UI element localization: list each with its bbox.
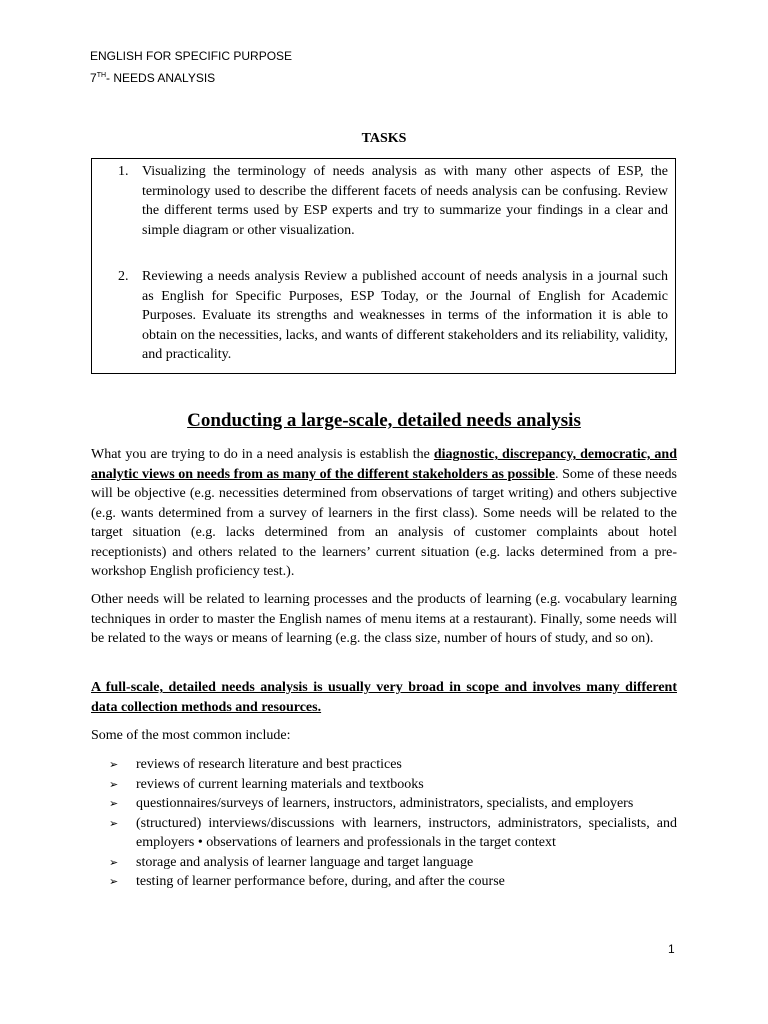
header-course-title: ENGLISH FOR SPECIFIC PURPOSE <box>90 49 293 63</box>
page-header <box>90 47 292 88</box>
task-number: 1. <box>118 164 129 179</box>
arrow-bullet-icon: ➢ <box>109 816 119 830</box>
task-text: Reviewing a needs analysis Review a published account of needs analysis in a journal such as English for Specific Purposes, ESP Today, or the Journal of English for Academic Purposes. Evaluate its strengths and weaknesses in terms of the information it is able to obtain on the necessities, lacks, and wants of different stakeholders and its reliability, validity, and practicality. <box>142 269 668 362</box>
tasks-box <box>91 158 676 374</box>
page-number: 1 <box>668 942 675 956</box>
paragraph-learning-needs: Other needs will be related to learning processes and the products of learning (e.g. vocabulary learning techniques in order to master the English names of menu items at a restaurant). Finally, some needs will be related to the ways or means of learning (e.g. the class size, number of hours of study, and so on). <box>91 592 677 646</box>
arrow-bullet-icon: ➢ <box>109 797 119 810</box>
methods-list <box>91 755 677 892</box>
list-item: ➢ (structured) interviews/discussions with learners, instructors, administrators, specialists, and employers • observations of learners and professionals in the target context <box>109 815 677 850</box>
list-item: ➢ questionnaires/surveys of learners, instructors, administrators, specialists, and employers <box>91 794 677 814</box>
header-lesson-title: 7TH- NEEDS ANALYSIS <box>90 71 216 85</box>
arrow-bullet-icon: ➢ <box>109 758 119 771</box>
task-item <box>118 267 668 365</box>
task-item <box>118 162 668 240</box>
section-title: Conducting a large-scale, detailed needs analysis <box>187 410 581 431</box>
emphasis-text: diagnostic, discrepancy, democratic, and analytic views on needs from as many of the different stakeholders as possible <box>91 447 677 482</box>
paragraph-full-scale: A full-scale, detailed needs analysis is usually very broad in scope and involves many different data collection methods and resources. <box>91 680 677 715</box>
arrow-bullet-icon: ➢ <box>109 855 119 869</box>
list-item: ➢ testing of learner performance before, during, and after the course <box>91 872 677 892</box>
tasks-title: TASKS <box>361 131 407 146</box>
list-item: ➢ storage and analysis of learner language and target language <box>91 853 677 873</box>
arrow-bullet-icon: ➢ <box>109 875 119 888</box>
list-item: ➢ reviews of research literature and best practices <box>91 755 677 775</box>
paragraph-needs-views: What you are trying to do in a need analysis is establish the diagnostic, discrepancy, democratic, and analytic views on needs from as many of the different stakeholders as possible. Some of these needs will be objective (e.g. necessities determined from observations of target writing) and others subjective (e.g. wants determined from a survey of learners in the first class). Some needs will be related to the target situation (e.g. lacks determined from an analysis of customer complaints about hotel receptionists) and others related to the learners’ current situation (e.g. lacks determined from a pre-workshop English proficiency test.). <box>91 447 677 579</box>
task-text: Visualizing the terminology of needs analysis as with many other aspects of ESP, the terminology used to describe the different facets of needs analysis can be confusing. Review the different terms used by ESP experts and try to summarize your findings in a clear and simple diagram or other visualization. <box>142 164 668 238</box>
arrow-bullet-icon: ➢ <box>109 777 119 791</box>
paragraph-common-intro: Some of the most common include: <box>91 728 291 743</box>
list-item: ➢ reviews of current learning materials and textbooks <box>91 775 677 795</box>
task-number: 2. <box>118 269 129 284</box>
